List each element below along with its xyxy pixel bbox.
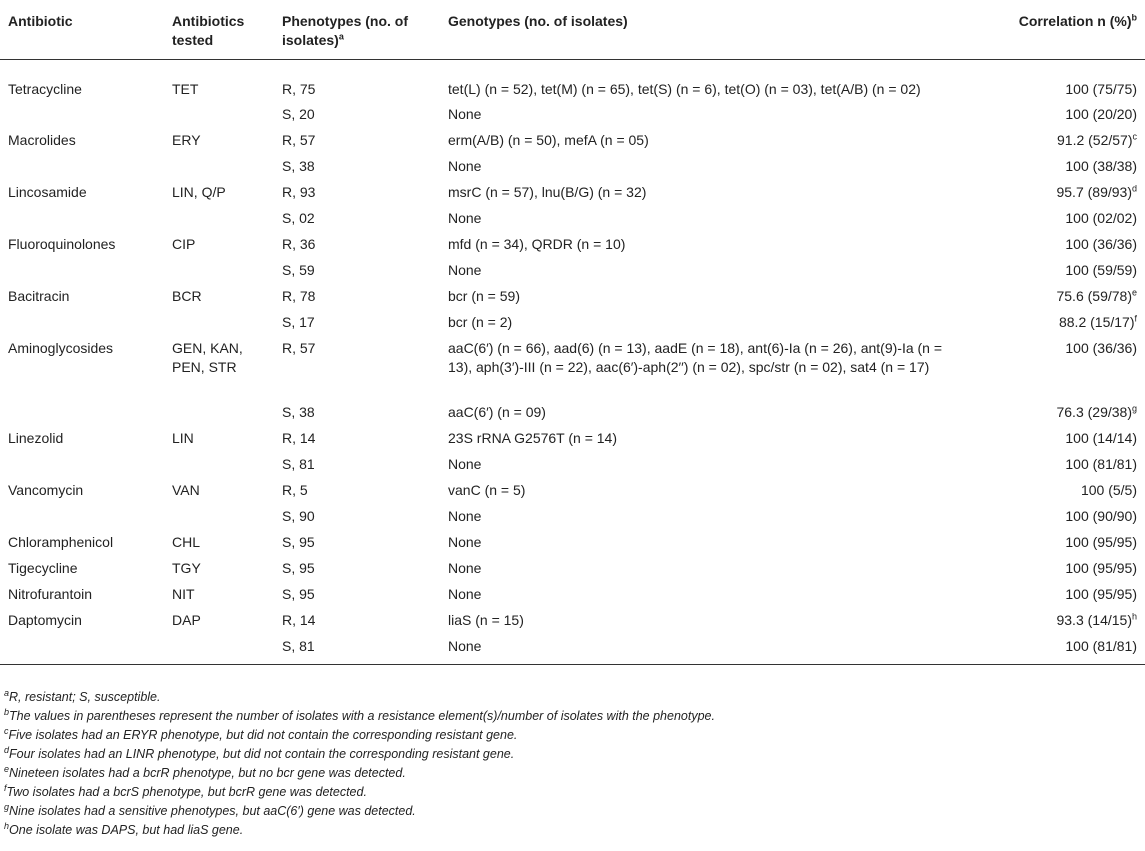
cell-antibiotic: Vancomycin — [8, 482, 84, 498]
footnote: $^b$The values in parentheses represent the number of isolates with a resistance element(s)/number of isolates with the phenotype. — [4, 706, 715, 723]
table-row — [0, 528, 1145, 554]
cell-antibiotic: Fluoroquinolones — [8, 236, 116, 252]
table-row — [0, 450, 1145, 476]
cell-tested: GEN, KAN, PEN, STR — [172, 340, 243, 375]
cell-antibiotic: Nitrofurantoin — [8, 586, 93, 602]
cell-antibiotic — [0, 204, 164, 230]
cell-correlation: 100 (36/36) — [1065, 236, 1137, 252]
footnote: $^h$One isolate was DAPS, but had liaS gene. — [4, 820, 244, 837]
cell-correlation: 95.7 $(89/93)^d$ — [1056, 183, 1137, 200]
cell-phenotype: S, 17 — [282, 314, 315, 330]
cell-correlation: 100 (20/20) — [1065, 106, 1137, 122]
cell-phenotype: S, 38 — [282, 404, 315, 420]
table-row — [0, 632, 1145, 664]
header-tested: Antibiotics tested — [164, 6, 274, 59]
cell-antibiotic: Tigecycline — [8, 560, 78, 576]
cell-phenotype: R, 78 — [282, 288, 316, 304]
cell-correlation: 100 (59/59) — [1065, 262, 1137, 278]
cell-correlation: 100 (38/38) — [1065, 158, 1137, 174]
footnote: $^e$Nineteen isolates had a bcrR phenotype, but no bcr gene was detected. — [4, 763, 406, 780]
cell-tested — [164, 398, 274, 424]
cell-phenotype: S, 81 — [282, 456, 315, 472]
table-row — [0, 126, 1145, 152]
cell-genotype: None — [448, 560, 482, 576]
header-antibiotic: Antibiotic — [0, 6, 164, 59]
cell-phenotype: R, 57 — [282, 132, 316, 148]
cell-tested: LIN, Q/P — [172, 184, 226, 200]
header-phenotypes: Phenotypes (no. of isolates)$^a$ — [274, 6, 440, 59]
cell-phenotype: R, 14 — [282, 612, 316, 628]
footnote: $^d$Four isolates had an LINR phenotype, but did not contain the corresponding resistant gene. — [4, 744, 515, 761]
cell-genotype: None — [448, 586, 482, 602]
cell-antibiotic: Daptomycin — [8, 612, 82, 628]
cell-antibiotic — [0, 256, 164, 282]
cell-phenotype: R, 75 — [282, 80, 316, 97]
cell-phenotype: S, 81 — [274, 632, 440, 664]
cell-genotype: None — [448, 534, 482, 550]
table-row — [0, 256, 1145, 282]
cell-antibiotic: Aminoglycosides — [8, 340, 114, 356]
cell-genotype: erm(A/B) (n = 50), mefA (n = 05) — [448, 132, 649, 148]
cell-phenotype: R, 57 — [282, 340, 316, 356]
table-row — [0, 606, 1145, 632]
cell-tested — [164, 152, 274, 178]
footnote: $^f$Two isolates had a bcrS phenotype, but bcrR gene was detected. — [4, 782, 367, 799]
footnote: $^c$Five isolates had an ERYR phenotype, but did not contain the corresponding resistant gene. — [4, 725, 518, 742]
table-row — [0, 476, 1145, 502]
cell-correlation: 91.2 $(52/57)^c$ — [1057, 131, 1137, 148]
cell-correlation: 76.3 $(29/38)^g$ — [1056, 403, 1137, 420]
table-row — [0, 334, 1145, 398]
cell-correlation: 100 (02/02) — [1065, 210, 1137, 226]
table-row — [0, 152, 1145, 178]
cell-phenotype: S, 20 — [282, 106, 315, 122]
cell-correlation: 100 (95/95) — [1065, 534, 1137, 550]
cell-phenotype: S, 95 — [282, 534, 315, 550]
cell-antibiotic — [0, 450, 164, 476]
cell-tested: CIP — [172, 236, 196, 252]
table-row — [0, 424, 1145, 450]
cell-correlation: 100 (14/14) — [1065, 430, 1137, 446]
cell-antibiotic: Chloramphenicol — [8, 534, 114, 550]
cell-antibiotic: Lincosamide — [8, 184, 87, 200]
cell-antibiotic: Linezolid — [8, 430, 64, 446]
cell-antibiotic — [0, 100, 164, 126]
cell-genotype: aaC(6′) (n = 09) — [448, 404, 546, 420]
cell-antibiotic — [0, 632, 164, 664]
cell-phenotype: S, 90 — [282, 508, 315, 524]
cell-tested: TGY — [172, 560, 201, 576]
cell-correlation: 100 (95/95) — [1065, 586, 1137, 602]
footnote: $^g$Nine isolates had a sensitive phenotypes, but aaC(6′) gene was detected. — [4, 801, 416, 818]
cell-tested — [164, 632, 274, 664]
table-row — [0, 398, 1145, 424]
cell-tested: NIT — [172, 586, 195, 602]
cell-genotype: vanC (n = 5) — [448, 482, 526, 498]
table-row — [0, 580, 1145, 606]
cell-correlation: 100 (5/5) — [1080, 482, 1137, 498]
cell-phenotype: S, 95 — [282, 586, 315, 602]
cell-correlation: 100 (95/95) — [1065, 560, 1137, 576]
cell-antibiotic: Macrolides — [8, 132, 76, 148]
cell-correlation: 88.2 $(15/17)^f$ — [1058, 313, 1137, 330]
cell-phenotype: R, 5 — [282, 482, 308, 498]
cell-phenotype: S, 59 — [282, 262, 315, 278]
resistance-table — [0, 6, 1145, 665]
cell-antibiotic: Tetracycline — [8, 80, 82, 97]
cell-antibiotic — [0, 152, 164, 178]
table-footnotes — [4, 688, 1134, 840]
cell-tested: LIN — [172, 430, 194, 446]
cell-genotype: None — [448, 210, 482, 226]
cell-tested: TET — [172, 80, 199, 97]
cell-tested — [164, 450, 274, 476]
cell-genotype: liaS (n = 15) — [448, 612, 524, 628]
table-row — [0, 502, 1145, 528]
cell-tested — [164, 308, 274, 334]
cell-tested: ERY — [172, 132, 201, 148]
cell-correlation: 100 (81/81) — [960, 632, 1145, 664]
header-correlation: Correlation n (%)$^b$ — [960, 6, 1145, 59]
cell-genotype: None — [440, 632, 960, 664]
cell-phenotype: R, 36 — [282, 236, 316, 252]
cell-correlation: 100 (36/36) — [1065, 340, 1137, 356]
cell-correlation: 100 (75/75) — [1065, 80, 1137, 97]
cell-tested — [164, 502, 274, 528]
header-genotypes: Genotypes (no. of isolates) — [440, 6, 960, 59]
cell-genotype: aaC(6′) (n = 66), aad(6) (n = 13), aadE (n = 18), ant(6)-Ia (n = 26), ant(9)-Ia (n = 13), aph(3′)-III (n = 22), aac(6′)-aph(2′′) (n = 02), spc/str (n = 02), sat4 (n = 17) — [448, 340, 943, 375]
table-row — [0, 204, 1145, 230]
table-row — [0, 308, 1145, 334]
footnote: $^a$R, resistant; S, susceptible. — [4, 687, 161, 704]
table-row — [0, 59, 1145, 100]
table-row — [0, 282, 1145, 308]
cell-tested: VAN — [172, 482, 200, 498]
cell-genotype: bcr (n = 59) — [448, 288, 520, 304]
cell-correlation: 100 (90/90) — [1065, 508, 1137, 524]
cell-tested — [164, 100, 274, 126]
cell-phenotype: R, 14 — [282, 430, 316, 446]
cell-correlation: 100 (81/81) — [1065, 456, 1137, 472]
cell-tested — [164, 204, 274, 230]
cell-antibiotic — [0, 308, 164, 334]
table-row — [0, 178, 1145, 204]
cell-genotype: None — [448, 106, 482, 122]
cell-genotype: bcr (n = 2) — [448, 314, 513, 330]
cell-genotype: None — [448, 262, 482, 278]
cell-antibiotic: Bacitracin — [8, 288, 70, 304]
cell-phenotype: S, 95 — [282, 560, 315, 576]
cell-tested: DAP — [172, 612, 201, 628]
cell-phenotype: S, 02 — [282, 210, 315, 226]
cell-antibiotic — [0, 502, 164, 528]
table-body — [0, 59, 1145, 664]
cell-genotype: msrC (n = 57), lnu(B/G) (n = 32) — [448, 184, 647, 200]
cell-antibiotic — [0, 398, 164, 424]
cell-tested — [164, 256, 274, 282]
cell-correlation: 75.6 $(59/78)^e$ — [1056, 287, 1137, 304]
cell-genotype: 23S rRNA G2576T (n = 14) — [448, 430, 617, 446]
table-row — [0, 554, 1145, 580]
cell-tested: CHL — [172, 534, 201, 550]
table-row — [0, 100, 1145, 126]
cell-tested: BCR — [172, 288, 202, 304]
cell-correlation: 93.3 $(14/15)^h$ — [1056, 611, 1137, 628]
cell-genotype: None — [448, 508, 482, 524]
cell-genotype: mfd (n = 34), QRDR (n = 10) — [448, 236, 626, 252]
cell-phenotype: S, 38 — [282, 158, 315, 174]
table-header — [0, 6, 1145, 59]
table-row — [0, 230, 1145, 256]
cell-genotype: None — [448, 158, 482, 174]
cell-phenotype: R, 93 — [282, 184, 316, 200]
cell-genotype: tet(L) (n = 52), tet(M) (n = 65), tet(S) (n = 6), tet(O) (n = 03), tet(A/B) (n = 02) — [448, 80, 921, 97]
cell-genotype: None — [448, 456, 482, 472]
